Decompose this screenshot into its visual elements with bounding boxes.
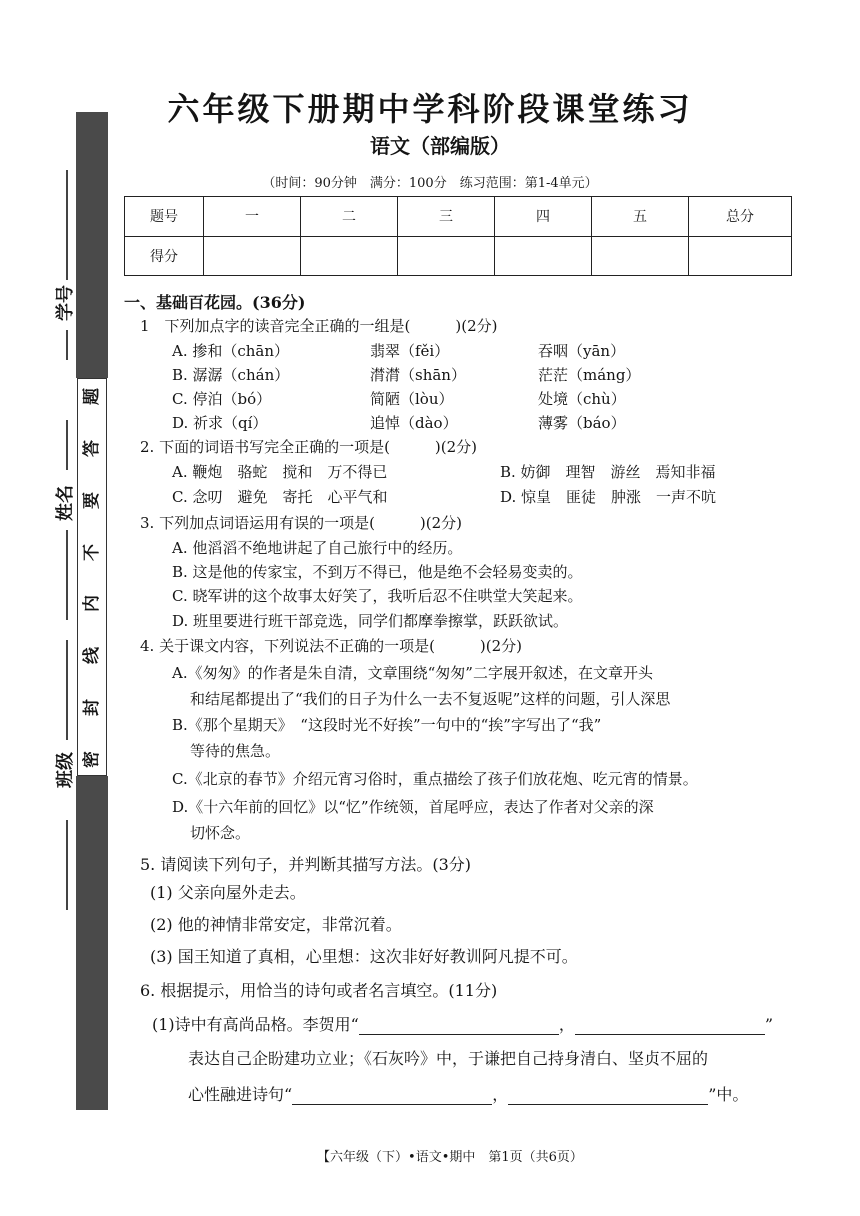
seal-char: 线 (81, 647, 102, 665)
seal-char: 密 (81, 750, 102, 768)
option-text: D. 祈求（qí） (172, 414, 268, 432)
option-text: 翡翠（fěi） (370, 342, 450, 360)
section-heading: 一、基础百花园。(36分) (124, 293, 306, 312)
table-cell: 总分 (689, 197, 792, 237)
option-text: D. 惊皇 匪徒 肿涨 一声不吭 (500, 488, 717, 506)
close-quote: ” (764, 1015, 774, 1034)
table-cell: 四 (495, 197, 592, 237)
question-stem: 3. 下列加点词语运用有误的一项是( )(2分) (140, 514, 463, 532)
line-prefix: 心性融进诗句“ (188, 1085, 293, 1104)
class-line (66, 640, 68, 740)
score-cell[interactable] (398, 236, 495, 276)
score-cell[interactable] (301, 236, 398, 276)
option-text: 处境（chù） (538, 390, 626, 408)
exam-info: （时间：90分钟 满分：100分 练习范围：第1-4单元） (262, 176, 598, 191)
table-cell: 一 (204, 197, 301, 237)
name-line-lower (66, 530, 68, 620)
table-cell: 二 (301, 197, 398, 237)
exam-title: 六年级下册期中学科阶段课堂练习 (167, 90, 693, 128)
option-text: 吞咽（yān） (538, 342, 626, 360)
answer-blank[interactable] (292, 1086, 492, 1105)
page-footer: 【六年级（下）•语文•期中 第1页（共6页） (317, 1150, 583, 1165)
question-text-line: 表达自己企盼建功立业；《石灰吟》中，于谦把自己持身清白、坚贞不屈的 (188, 1049, 709, 1068)
option-text: A. 他滔滔不绝地讲起了自己旅行中的经历。 (172, 539, 463, 557)
option-text: B. 潺潺（chán） (172, 366, 290, 384)
option-text: C. 念叨 避免 寄托 心平气和 (172, 488, 388, 506)
option-text: B. 妨御 理智 游丝 焉知非福 (500, 463, 716, 481)
option-text: B.《那个星期天》 “这段时光不好挨”一句中的“挨”字写出了“我” (172, 716, 602, 734)
seal-char: 不 (81, 543, 102, 561)
name-line (66, 420, 68, 470)
answer-blank[interactable] (508, 1086, 708, 1105)
option-text: 追悼（dào） (370, 414, 458, 432)
question-stem: 4. 关于课文内容，下列说法不正确的一项是( )(2分) (140, 637, 523, 655)
option-text: 简陋（lòu） (370, 390, 454, 408)
student-id-line-lower (66, 330, 68, 360)
sentence-item: (1) 父亲向屋外走去。 (150, 883, 306, 902)
option-text: A. 掺和（chān） (172, 342, 290, 360)
comma: ， (492, 1085, 509, 1104)
question-stem: 2. 下面的词语书写完全正确的一项是( )(2分) (140, 438, 478, 456)
fill-in-line (188, 1082, 748, 1105)
sentence-item: (3) 国王知道了真相，心里想：这次非好好教训阿凡提不可。 (150, 947, 578, 966)
score-cell[interactable] (495, 236, 592, 276)
score-table-score-row (125, 236, 792, 276)
sidebar-dark-bar-bottom (76, 776, 108, 1110)
line-suffix: ”中。 (708, 1085, 749, 1104)
option-text: 潸潸（shān） (370, 366, 466, 384)
question-stem: 6. 根据提示，用恰当的诗句或者名言填空。(11分) (140, 981, 498, 1000)
table-cell: 三 (398, 197, 495, 237)
option-text: D.《十六年前的回忆》以“忆”作统领，首尾呼应，表达了作者对父亲的深 (172, 798, 654, 816)
seal-line-text (80, 388, 104, 768)
option-text: B. 这是他的传家宝，不到万不得已，他是绝不会轻易变卖的。 (172, 563, 583, 581)
class-line-lower (66, 820, 68, 910)
sentence-item: (2) 他的神情非常安定，非常沉着。 (150, 915, 402, 934)
answer-blank[interactable] (575, 1016, 765, 1035)
comma: ， (558, 1015, 575, 1034)
fill-in-line (152, 1012, 773, 1035)
class-label: 班级 (55, 752, 76, 788)
answer-blank[interactable] (359, 1016, 559, 1035)
option-text: A. 鞭炮 骆蛇 搅和 万不得已 (172, 463, 388, 481)
score-cell[interactable] (204, 236, 301, 276)
option-text: C. 停泊（bó） (172, 390, 272, 408)
table-cell: 五 (592, 197, 689, 237)
seal-char: 题 (81, 388, 102, 405)
option-text: D. 班里要进行班干部竞选，同学们都摩拳擦掌，跃跃欲试。 (172, 612, 569, 630)
score-cell[interactable] (689, 236, 792, 276)
option-text: 薄雾（báo） (538, 414, 626, 432)
option-text: 切怀念。 (190, 824, 251, 842)
option-text: A.《匆匆》的作者是朱自清，文章围绕“匆匆”二字展开叙述，在文章开头 (172, 664, 653, 682)
option-text: 和结尾都提出了“我们的日子为什么一去不复返呢”这样的问题，引人深思 (190, 690, 671, 708)
table-cell: 题号 (125, 197, 204, 237)
seal-char: 封 (81, 699, 102, 717)
name-label: 姓名 (55, 485, 76, 521)
seal-char: 内 (81, 595, 102, 613)
question-stem: 5. 请阅读下列句子，并判断其描写方法。(3分) (140, 855, 472, 874)
line-prefix: (1)诗中有高尚品格。李贺用“ (152, 1015, 359, 1034)
score-table (124, 196, 792, 276)
seal-char: 答 (81, 439, 102, 457)
option-text: C. 晓军讲的这个故事太好笑了，我听后忍不住哄堂大笑起来。 (172, 587, 583, 605)
table-cell: 得分 (125, 236, 204, 276)
score-table-header-row (125, 197, 792, 237)
student-id-label: 学号 (55, 285, 76, 321)
seal-char: 要 (81, 491, 102, 509)
question-stem: 1 下列加点字的读音完全正确的一组是( )(2分) (140, 317, 498, 335)
option-text: 茫茫（máng） (538, 366, 641, 384)
option-text: C.《北京的春节》介绍元宵习俗时，重点描绘了孩子们放花炮、吃元宵的情景。 (172, 770, 698, 788)
option-text: 等待的焦急。 (190, 742, 281, 760)
exam-subtitle: 语文（部编版） (370, 134, 510, 158)
score-cell[interactable] (592, 236, 689, 276)
